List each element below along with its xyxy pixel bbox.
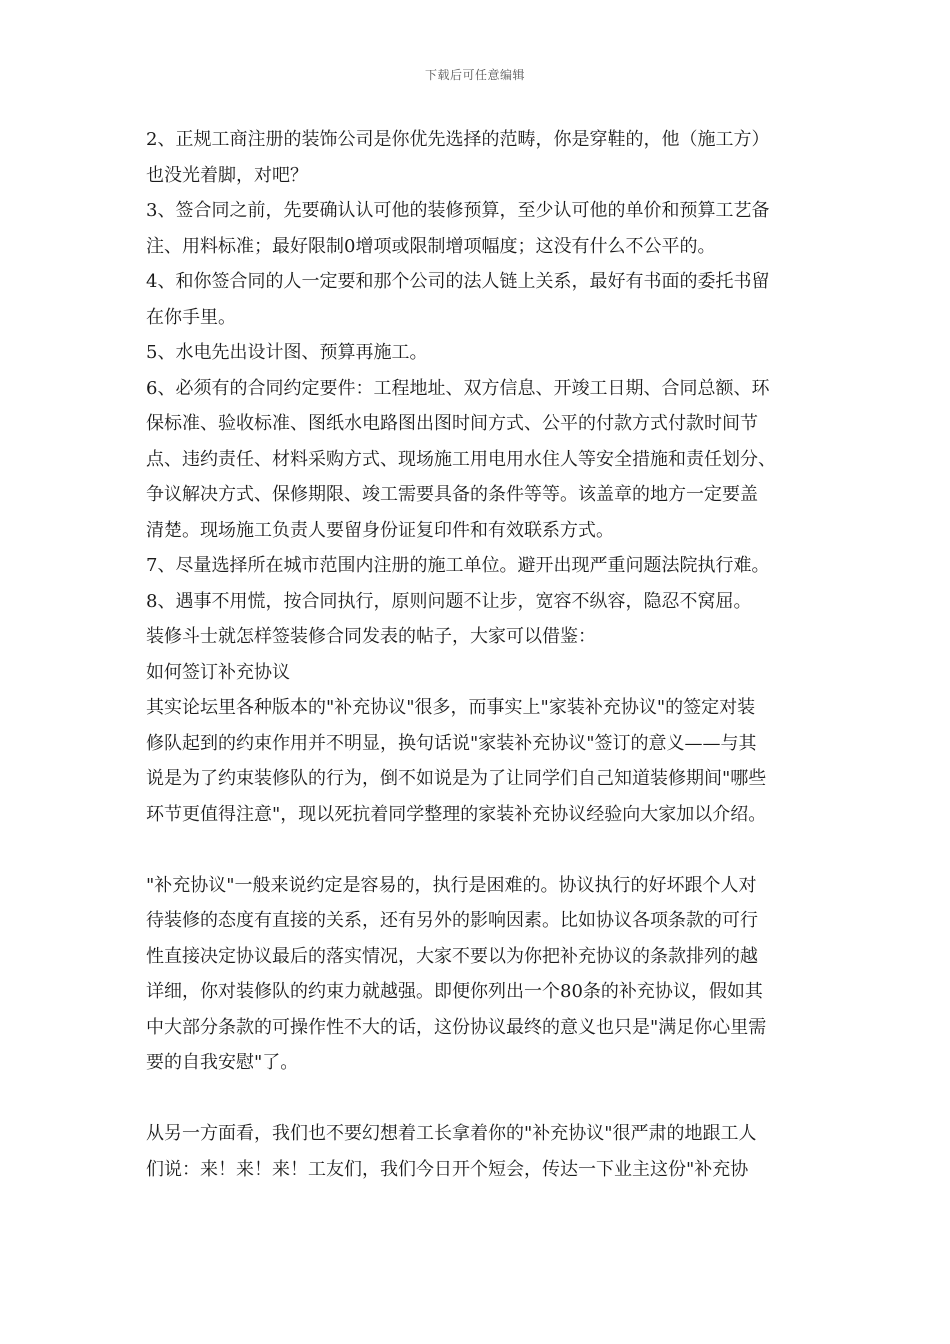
blank-line <box>146 1081 816 1117</box>
text-line: 3、签合同之前，先要确认认可他的装修预算，至少认可他的单价和预算工艺备 <box>146 200 770 221</box>
text-line: 4、和你签合同的人一定要和那个公司的法人链上关系，最好有书面的委托书留 <box>146 271 770 292</box>
text-line: 5、水电先出设计图、预算再施工。 <box>146 342 428 363</box>
text-line: 7、尽量选择所在城市范围内注册的施工单位。避开出现严重问题法院执行难。 <box>146 555 770 576</box>
text-line: 中大部分条款的可操作性不大的话，这份协议最终的意义也只是"满足你心里需 <box>146 1016 767 1038</box>
text-line: 说是为了约束装修队的行为，倒不如说是为了让同学们自己知道装修期间"哪些 <box>146 768 767 789</box>
text-line: "补充协议"一般来说约定是容易的，执行是困难的。协议执行的好坏跟个人对 <box>146 874 757 896</box>
text-line: 们说：来！来！来！工友们，我们今日开个短会，传达一下业主这份"补充协 <box>146 1158 749 1180</box>
text-line: 6、必须有的合同约定要件：工程地址、双方信息、开竣工日期、合同总额、环 <box>146 377 770 399</box>
text-line: 如何签订补充协议 <box>146 661 290 683</box>
text-line: 8、遇事不用慌，按合同执行，原则问题不让步，宽容不纵容，隐忍不窝屈。 <box>146 590 752 612</box>
document-body <box>146 122 816 1187</box>
text-line: 清楚。现场施工负责人要留身份证复印件和有效联系方式。 <box>146 519 614 541</box>
blank-line <box>146 832 816 868</box>
text-line: 待装修的态度有直接的关系，还有另外的影响因素。比如协议各项条款的可行 <box>146 910 758 931</box>
text-line: 注、用料标准；最好限制0增项或限制增项幅度；这没有什么不公平的。 <box>146 235 716 257</box>
text-line: 争议解决方式、保修期限、竣工需要具备的条件等等。该盖章的地方一定要盖 <box>146 484 758 505</box>
text-line: 环节更值得注意"，现以死抗着同学整理的家装补充协议经验向大家加以介绍。 <box>146 803 767 825</box>
text-line: 性直接决定协议最后的落实情况，大家不要以为你把补充协议的条款排列的越 <box>146 945 758 967</box>
text-line: 也没光着脚，对吧？ <box>146 164 308 186</box>
text-line: 其实论坛里各种版本的"补充协议"很多，而事实上"家装补充协议"的签定对装 <box>146 697 756 718</box>
text-line: 在你手里。 <box>146 306 236 328</box>
text-line: 要的自我安慰"了。 <box>146 1052 299 1073</box>
text-line: 保标准、验收标准、图纸水电路图出图时间方式、公平的付款方式付款时间节 <box>146 413 758 434</box>
text-line: 装修斗士就怎样签装修合同发表的帖子，大家可以借鉴： <box>146 626 596 647</box>
text-line: 2、正规工商注册的装饰公司是你优先选择的范畴，你是穿鞋的，他（施工方） <box>146 129 770 150</box>
text-line: 点、违约责任、材料采购方式、现场施工用电用水住人等安全措施和责任划分、 <box>146 448 776 470</box>
text-line: 从另一方面看，我们也不要幻想着工长拿着你的"补充协议"很严肃的地跟工人 <box>146 1123 757 1144</box>
text-line: 修队起到的约束作用并不明显，换句话说"家装补充协议"签订的意义——与其 <box>146 732 757 754</box>
text-line: 详细，你对装修队的约束力就越强。即便你列出一个80条的补充协议，假如其 <box>146 981 763 1002</box>
page-header: 下载后可任意编辑 <box>424 68 525 82</box>
